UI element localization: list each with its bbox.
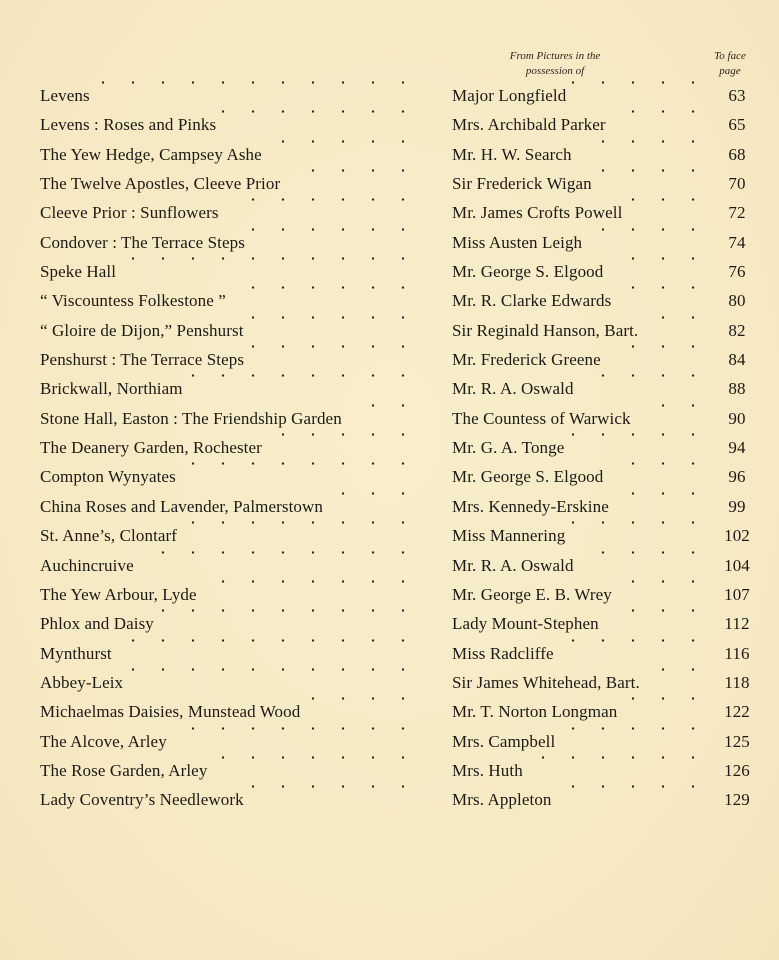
page-number: 118 <box>724 672 750 692</box>
picture-title: Auchincruive <box>40 555 134 575</box>
list-item <box>0 521 779 550</box>
picture-title: Mynthurst <box>40 643 112 663</box>
dot-leader <box>129 668 418 671</box>
picture-owner: Mr. George S. Elgood <box>452 467 604 487</box>
dot-leader <box>529 756 708 759</box>
picture-owner: Miss Austen Leigh <box>452 232 583 252</box>
page-number: 112 <box>724 614 750 634</box>
dot-leader <box>213 756 418 759</box>
dot-leader <box>286 169 418 172</box>
page-number: 129 <box>724 790 750 810</box>
page-number: 88 <box>728 379 746 399</box>
page-number: 65 <box>728 115 746 135</box>
picture-title: Levens <box>40 86 90 105</box>
dot-leader <box>605 609 708 612</box>
picture-owner: Lady Mount-Stephen <box>452 614 599 634</box>
picture-owner: Mrs. Campbell <box>452 731 556 751</box>
picture-title: Speke Hall <box>40 262 117 282</box>
list-item <box>0 727 779 756</box>
dot-leader <box>588 228 708 231</box>
dot-leader <box>580 374 708 377</box>
dot-leader <box>578 140 708 143</box>
list-item <box>0 198 779 227</box>
owner-column-header <box>480 49 630 79</box>
picture-owner: Mr. George E. B. Wrey <box>452 584 612 604</box>
picture-title: “ Viscountess Folkestone ” <box>40 291 226 311</box>
picture-owner: Major Longfield <box>452 86 567 105</box>
dot-leader <box>570 433 708 436</box>
dot-leader <box>617 286 708 289</box>
page-number: 68 <box>728 144 746 164</box>
list-item <box>0 668 779 697</box>
picture-title: The Twelve Apostles, Cleeve Prior <box>40 174 281 194</box>
list-item <box>0 110 779 139</box>
illustration-list <box>0 81 779 815</box>
picture-owner: Miss Mannering <box>452 526 566 546</box>
picture-title: Levens : Roses and Pinks <box>40 115 217 135</box>
dot-leader <box>268 433 418 436</box>
page-number: 107 <box>724 584 750 604</box>
page-number: 122 <box>724 702 750 722</box>
picture-title: Condover : The Terrace Steps <box>40 232 245 252</box>
page-number: 72 <box>728 203 746 223</box>
dot-leader <box>122 257 418 260</box>
list-item <box>0 492 779 521</box>
picture-owner: Sir Frederick Wigan <box>452 174 592 194</box>
list-item <box>0 257 779 286</box>
list-item <box>0 81 779 110</box>
picture-owner: The Countess of Warwick <box>452 408 631 428</box>
page-number: 116 <box>724 643 750 663</box>
dot-leader <box>609 257 708 260</box>
picture-owner: Mr. G. A. Tonge <box>452 438 565 458</box>
dot-leader <box>618 580 708 583</box>
list-item <box>0 609 779 638</box>
page-header-line-2: page <box>719 65 741 77</box>
dot-leader <box>571 521 708 524</box>
page-number: 126 <box>724 760 750 780</box>
picture-title: Abbey-Leix <box>40 672 124 692</box>
picture-title: The Deanery Garden, Rochester <box>40 438 262 458</box>
page-number: 96 <box>728 467 746 487</box>
dot-leader <box>268 140 418 143</box>
page-number: 125 <box>724 731 750 751</box>
dot-leader <box>203 580 418 583</box>
dot-leader <box>251 228 418 231</box>
page-number: 80 <box>728 291 746 311</box>
page-number: 76 <box>728 262 746 282</box>
dot-leader <box>615 492 708 495</box>
picture-owner: Mr. H. W. Search <box>452 144 572 164</box>
list-item <box>0 785 779 814</box>
picture-owner: Mrs. Kennedy-Erskine <box>452 496 609 516</box>
page-number: 70 <box>728 174 746 194</box>
dot-leader <box>160 609 418 612</box>
dot-leader <box>628 198 708 201</box>
picture-owner: Mrs. Archibald Parker <box>452 115 606 135</box>
picture-title: Stone Hall, Easton : The Friendship Garden <box>40 408 342 428</box>
picture-title: The Yew Hedge, Campsey Ashe <box>40 144 262 164</box>
picture-title: “ Gloire de Dijon,” Penshurst <box>40 320 244 340</box>
list-item <box>0 756 779 785</box>
picture-title: The Alcove, Arley <box>40 731 167 751</box>
picture-owner: Mr. George S. Elgood <box>452 262 604 282</box>
dot-leader <box>637 404 708 407</box>
page-number: 84 <box>728 350 746 370</box>
dot-leader <box>623 697 708 700</box>
dot-leader <box>96 81 418 84</box>
picture-owner: Mr. R. A. Oswald <box>452 555 574 575</box>
dot-leader <box>348 404 418 407</box>
dot-leader <box>572 81 708 84</box>
list-item <box>0 404 779 433</box>
dot-leader <box>189 374 418 377</box>
picture-title: The Yew Arbour, Lyde <box>40 584 197 604</box>
picture-title: Lady Coventry’s Needlework <box>40 790 244 810</box>
dot-leader <box>646 668 708 671</box>
picture-title: Cleeve Prior : Sunflowers <box>40 203 219 223</box>
page-number: 99 <box>728 496 746 516</box>
page-number: 74 <box>728 232 746 252</box>
picture-title: Penshurst : The Terrace Steps <box>40 350 245 370</box>
list-item <box>0 639 779 668</box>
page-number: 63 <box>728 86 746 105</box>
picture-title: Compton Wynyates <box>40 467 176 487</box>
picture-title: St. Anne’s, Clontarf <box>40 526 178 546</box>
picture-owner: Mrs. Appleton <box>452 790 552 810</box>
dot-leader <box>609 462 708 465</box>
list-item <box>0 228 779 257</box>
dot-leader <box>598 169 708 172</box>
owner-header-line-1: From Pictures in the <box>509 50 601 62</box>
list-item <box>0 462 779 491</box>
page-number: 104 <box>724 555 750 575</box>
page-header-line-1: To face <box>714 50 746 62</box>
page-number: 82 <box>728 320 746 340</box>
picture-title: Phlox and Daisy <box>40 614 154 634</box>
list-item <box>0 345 779 374</box>
list-item <box>0 433 779 462</box>
picture-owner: Mr. R. A. Oswald <box>452 379 574 399</box>
dot-leader <box>560 639 708 642</box>
picture-owner: Sir Reginald Hanson, Bart. <box>452 320 639 340</box>
dot-leader <box>580 551 708 554</box>
dot-leader <box>561 727 708 730</box>
picture-owner: Mrs. Huth <box>452 760 523 780</box>
dot-leader <box>250 345 418 348</box>
page-number: 102 <box>724 526 750 546</box>
dot-leader <box>222 110 418 113</box>
dot-leader <box>250 785 418 788</box>
dot-leader <box>644 316 708 319</box>
dot-leader <box>140 551 418 554</box>
list-item <box>0 697 779 726</box>
list-item <box>0 140 779 169</box>
page-column-header <box>694 49 766 79</box>
dot-leader <box>558 785 708 788</box>
dot-leader <box>607 345 708 348</box>
owner-header-line-2: possession of <box>525 65 585 77</box>
dot-leader <box>183 521 418 524</box>
picture-title: China Roses and Lavender, Palmerstown <box>40 496 323 516</box>
list-item <box>0 374 779 403</box>
dot-leader <box>232 286 418 289</box>
list-item <box>0 169 779 198</box>
dot-leader <box>612 110 708 113</box>
picture-owner: Mr. T. Norton Longman <box>452 702 618 722</box>
picture-owner: Mr. R. Clarke Edwards <box>452 291 612 311</box>
dot-leader <box>250 316 418 319</box>
list-item <box>0 551 779 580</box>
picture-owner: Miss Radcliffe <box>452 643 554 663</box>
picture-title: The Rose Garden, Arley <box>40 760 208 780</box>
picture-title: Michaelmas Daisies, Munstead Wood <box>40 702 301 722</box>
picture-owner: Mr. James Crofts Powell <box>452 203 623 223</box>
dot-leader <box>306 697 418 700</box>
dot-leader <box>173 727 418 730</box>
picture-owner: Mr. Frederick Greene <box>452 350 601 370</box>
list-item <box>0 316 779 345</box>
list-item <box>0 580 779 609</box>
page-number: 90 <box>728 408 746 428</box>
page-number: 94 <box>728 438 746 458</box>
picture-title: Brickwall, Northiam <box>40 379 183 399</box>
dot-leader <box>118 639 418 642</box>
picture-owner: Sir James Whitehead, Bart. <box>452 672 640 692</box>
dot-leader <box>329 492 418 495</box>
dot-leader <box>182 462 418 465</box>
dot-leader <box>225 198 418 201</box>
list-item <box>0 286 779 315</box>
